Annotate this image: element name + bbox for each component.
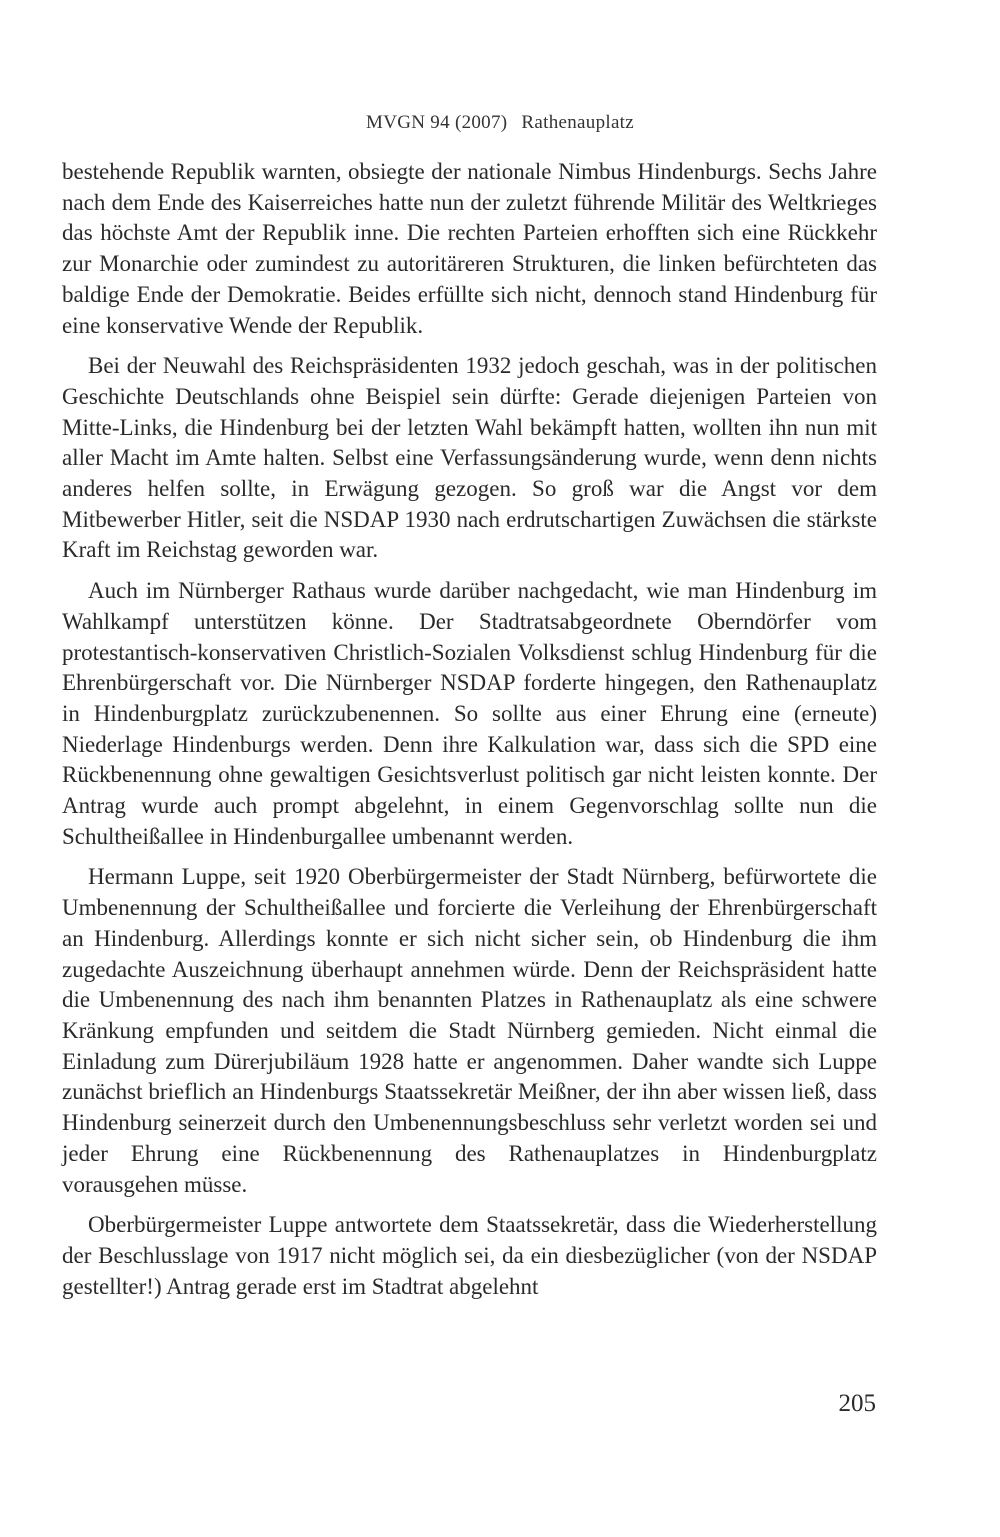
running-header xyxy=(0,112,1000,134)
journal-citation: MVGN 94 (2007) xyxy=(366,112,508,133)
body-text xyxy=(62,157,877,1312)
paragraph-continuation: bestehende Republik warnten, obsiegte der nationale Nimbus Hindenburgs. Sechs Jahre nach dem Ende des Kaiserreiches hatte nun der zuletzt führende Militär des Weltkrieges das höchste Amt der Republik inne. Die rechten Parteien erhofften sich eine Rückkehr zur Monarchie oder zumindest zu autoritäreren Strukturen, die linken befürchteten das baldige Ende der Demokratie. Beides erfüllte sich nicht, dennoch stand Hindenburg für eine konservative Wende der Republik. xyxy=(62,159,877,338)
paragraph-nuremberg-town-hall: Auch im Nürnberger Rathaus wurde darüber nachgedacht, wie man Hindenburg im Wahlkampf unterstützen könne. Der Stadtratsabgeordnete Oberndörfer vom protestantisch-konservativen Christlich-Sozialen Volksdienst schlug Hindenburg für die Ehrenbürgerschaft vor. Die Nürnberger NSDAP forderte hingegen, den Rathenauplatz in Hindenburgplatz zurückzubenennen. So sollte aus einer Ehrung eine (erneute) Niederlage Hindenburgs werden. Denn ihre Kalkulation war, dass sich die SPD eine Rückbenennung ohne gewaltigen Gesichtsverlust politisch gar nicht leisten konnte. Der Antrag wurde auch prompt abgelehnt, in einem Gegenvorschlag sollte nun die Schultheißallee in Hindenburgallee umbenannt werden. xyxy=(62,578,877,849)
section-title: Rathenauplatz xyxy=(521,112,634,133)
page-number: 205 xyxy=(838,1390,876,1417)
paragraph-hermann-luppe: Hermann Luppe, seit 1920 Oberbürgermeister der Stadt Nürnberg, befürwortete die Umbenennung der Schultheißallee und forcierte die Verleihung der Ehrenbürgerschaft an Hindenburg. Allerdings konnte er sich nicht sicher sein, ob Hindenburg die ihm zugedachte Auszeichnung überhaupt annehmen würde. Denn der Reichspräsident hatte die Umbenennung des nach ihm benannten Platzes in Rathenauplatz als eine schwere Kränkung empfunden und seitdem die Stadt Nürnberg gemieden. Nicht einmal die Einladung zum Dürerjubiläum 1928 hatte er angenommen. Daher wandte sich Luppe zunächst brieflich an Hindenburgs Staatssekretär Meißner, der ihn aber wissen ließ, dass Hindenburg seinerzeit durch den Umbenennungsbeschluss sehr verletzt worden sei und jeder Ehrung eine Rückbenennung des Rathenauplatzes in Hindenburgplatz vorausgehen müsse. xyxy=(62,864,877,1197)
paragraph-luppe-reply: Oberbürgermeister Luppe antwortete dem Staatssekretär, dass die Wiederherstellung der Beschlusslage von 1917 nicht möglich sei, da ein diesbezüglicher (von der NSDAP gestellter!) Antrag gerade erst im Stadtrat abgelehnt xyxy=(62,1212,877,1299)
paragraph-election-1932: Bei der Neuwahl des Reichspräsidenten 1932 jedoch geschah, was in der politischen Geschichte Deutschlands ohne Beispiel sein dürfte: Gerade diejenigen Parteien von Mitte-Links, die Hindenburg bei der letzten Wahl bekämpft hatten, wollten ihn nun mit aller Macht im Amte halten. Selbst eine Verfassungsänderung wurde, wenn denn nichts anderes helfen sollte, in Erwägung gezogen. So groß war die Angst vor dem Mitbewerber Hitler, seit die NSDAP 1930 nach erdrutschartigen Zuwächsen die stärkste Kraft im Reichstag geworden war. xyxy=(62,353,877,563)
